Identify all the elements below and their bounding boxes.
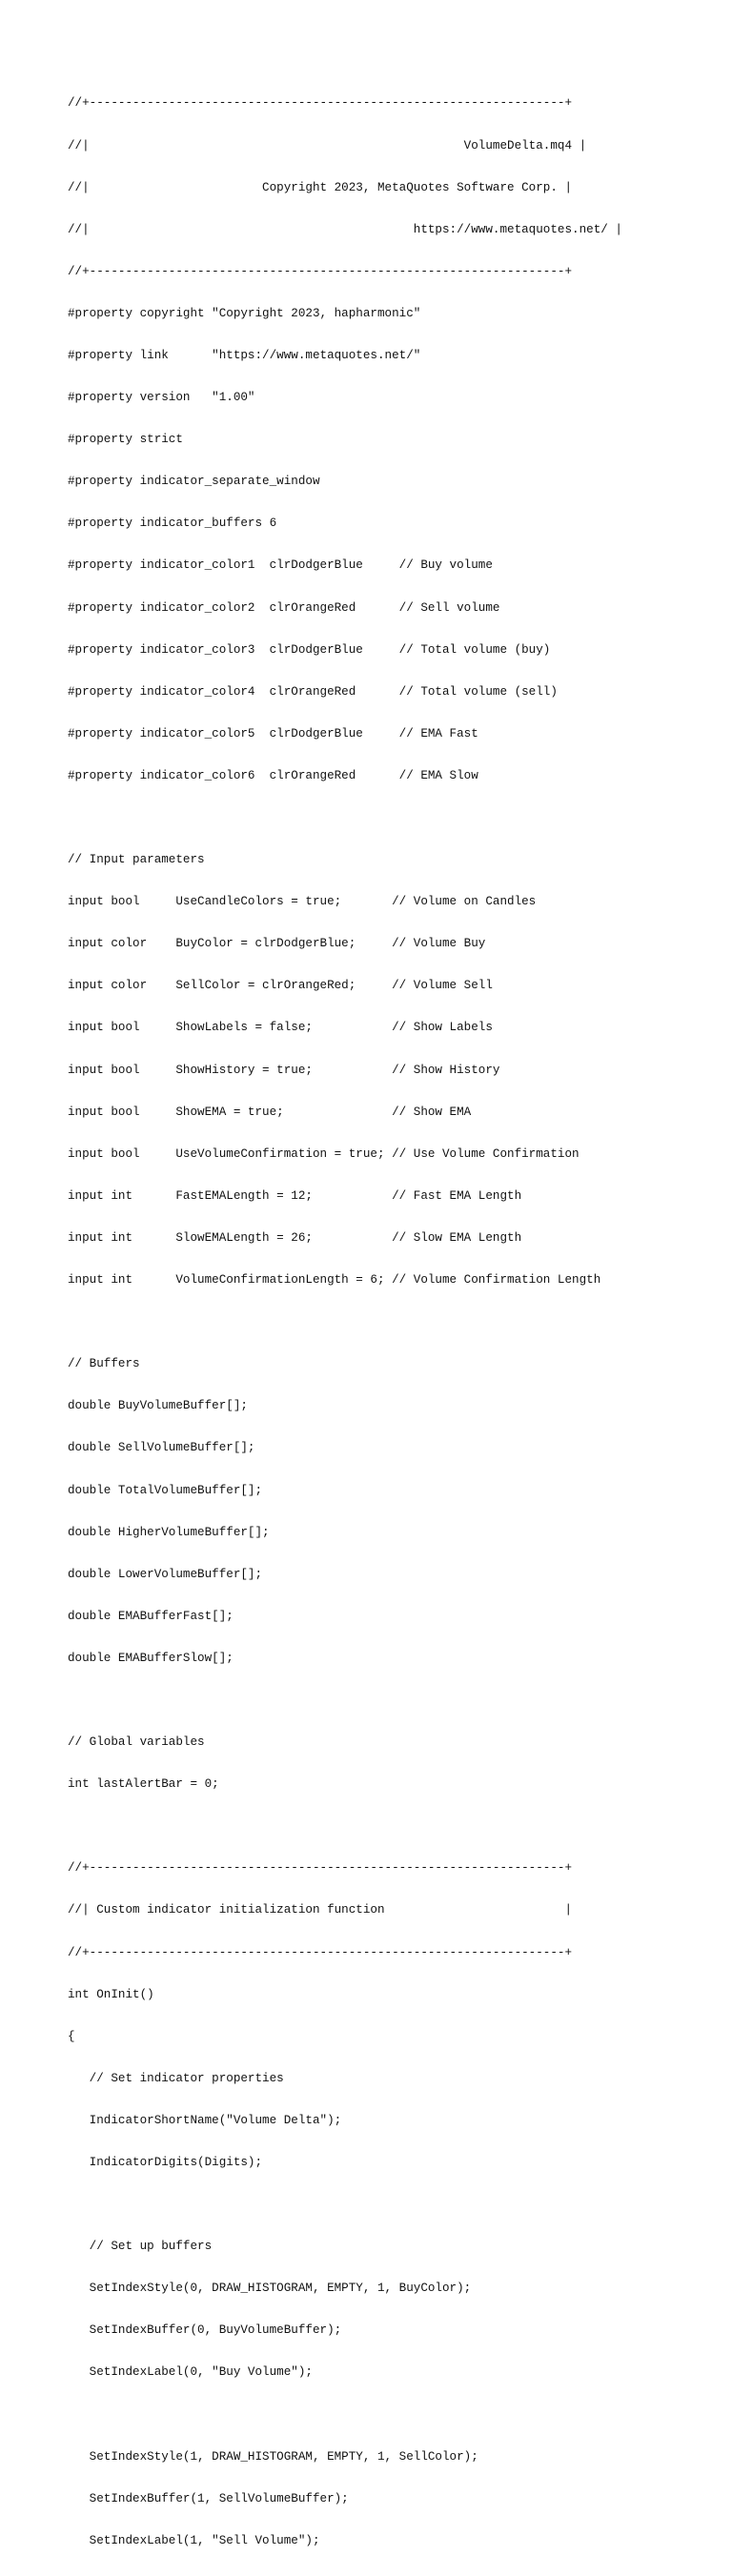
code-line: //| Custom indicator initialization function |: [68, 1903, 573, 1917]
code-line: IndicatorShortName("Volume Delta");: [68, 2113, 342, 2127]
code-line: double TotalVolumeBuffer[];: [68, 1483, 263, 1497]
code-line: input int VolumeConfirmationLength = 6; // Volume Confirmation Length: [68, 1273, 601, 1288]
code-line: {: [68, 2029, 75, 2043]
code-line: SetIndexLabel(1, "Sell Volume");: [68, 2533, 320, 2547]
code-line: // Input parameters: [68, 853, 205, 867]
code-line: [68, 2198, 622, 2212]
code-line: double SellVolumeBuffer[];: [68, 1441, 255, 1455]
code-line: double EMABufferSlow[];: [68, 1651, 234, 1665]
code-line: input bool UseCandleColors = true; // Volume on Candles: [68, 895, 537, 909]
code-line: #property copyright "Copyright 2023, hapharmonic": [68, 306, 421, 320]
code-line: #property indicator_color5 clrDodgerBlue // EMA Fast: [68, 726, 478, 740]
code-line: #property version "1.00": [68, 391, 255, 405]
code-line: #property indicator_color6 clrOrangeRed // EMA Slow: [68, 768, 478, 782]
code-line: SetIndexLabel(0, "Buy Volume");: [68, 2365, 313, 2380]
code-line: //| Copyright 2023, MetaQuotes Software Corp. |: [68, 180, 573, 194]
code-line: // Global variables: [68, 1735, 205, 1750]
code-line: IndicatorDigits(Digits);: [68, 2156, 263, 2169]
code-line: //| VolumeDelta.mq4 |: [68, 138, 587, 152]
code-line: #property indicator_buffers 6: [68, 517, 277, 531]
code-line: #property indicator_color4 clrOrangeRed // Total volume (sell): [68, 684, 558, 699]
code-line: input bool ShowEMA = true; // Show EMA: [68, 1105, 472, 1119]
code-line: input color SellColor = clrOrangeRed; // Volume Sell: [68, 979, 493, 993]
code-line: int lastAlertBar = 0;: [68, 1777, 219, 1792]
code-line: //+------------------------------------------------------------------+: [68, 1861, 573, 1876]
code-line: #property strict: [68, 433, 183, 447]
code-line: input int SlowEMALength = 26; // Slow EMA Length: [68, 1230, 522, 1245]
code-line: SetIndexBuffer(1, SellVolumeBuffer);: [68, 2491, 349, 2505]
code-line: double LowerVolumeBuffer[];: [68, 1567, 263, 1581]
code-line: // Buffers: [68, 1357, 140, 1371]
code-line: //+------------------------------------------------------------------+: [68, 264, 573, 278]
code-line: SetIndexBuffer(0, BuyVolumeBuffer);: [68, 2323, 342, 2338]
code-line: input bool UseVolumeConfirmation = true; // Use Volume Confirmation: [68, 1146, 580, 1161]
code-line: SetIndexStyle(0, DRAW_HISTOGRAM, EMPTY, 1, BuyColor);: [68, 2282, 472, 2296]
code-line: double BuyVolumeBuffer[];: [68, 1399, 248, 1413]
code-line: SetIndexStyle(1, DRAW_HISTOGRAM, EMPTY, 1, SellColor);: [68, 2449, 478, 2464]
code-line: //+------------------------------------------------------------------+: [68, 1945, 573, 1959]
code-line: // Set up buffers: [68, 2240, 213, 2254]
code-line: input int FastEMALength = 12; // Fast EMA Length: [68, 1188, 522, 1203]
code-line: #property indicator_color1 clrDodgerBlue // Buy volume: [68, 558, 493, 573]
code-line: [68, 1315, 622, 1329]
code-line: #property indicator_color3 clrDodgerBlue // Total volume (buy): [68, 642, 551, 657]
code-line: [68, 2408, 622, 2423]
code-line: //+------------------------------------------------------------------+: [68, 96, 573, 111]
code-line: int OnInit(): [68, 1987, 154, 2001]
source-code-listing: [68, 69, 622, 2576]
code-line: [68, 811, 622, 825]
code-line: input bool ShowLabels = false; // Show Labels: [68, 1021, 493, 1035]
code-line: [68, 1819, 622, 1834]
code-line: input bool ShowHistory = true; // Show History: [68, 1063, 500, 1077]
code-line: input color BuyColor = clrDodgerBlue; // Volume Buy: [68, 937, 486, 951]
code-line: // Set indicator properties: [68, 2071, 284, 2085]
code-line: double EMABufferFast[];: [68, 1609, 234, 1623]
code-line: [68, 1694, 622, 1708]
code-line: #property link "https://www.metaquotes.net/": [68, 348, 421, 362]
code-line: //| https://www.metaquotes.net/ |: [68, 222, 622, 236]
code-line: #property indicator_color2 clrOrangeRed // Sell volume: [68, 600, 500, 615]
code-line: double HigherVolumeBuffer[];: [68, 1525, 270, 1539]
code-line: #property indicator_separate_window: [68, 475, 320, 489]
